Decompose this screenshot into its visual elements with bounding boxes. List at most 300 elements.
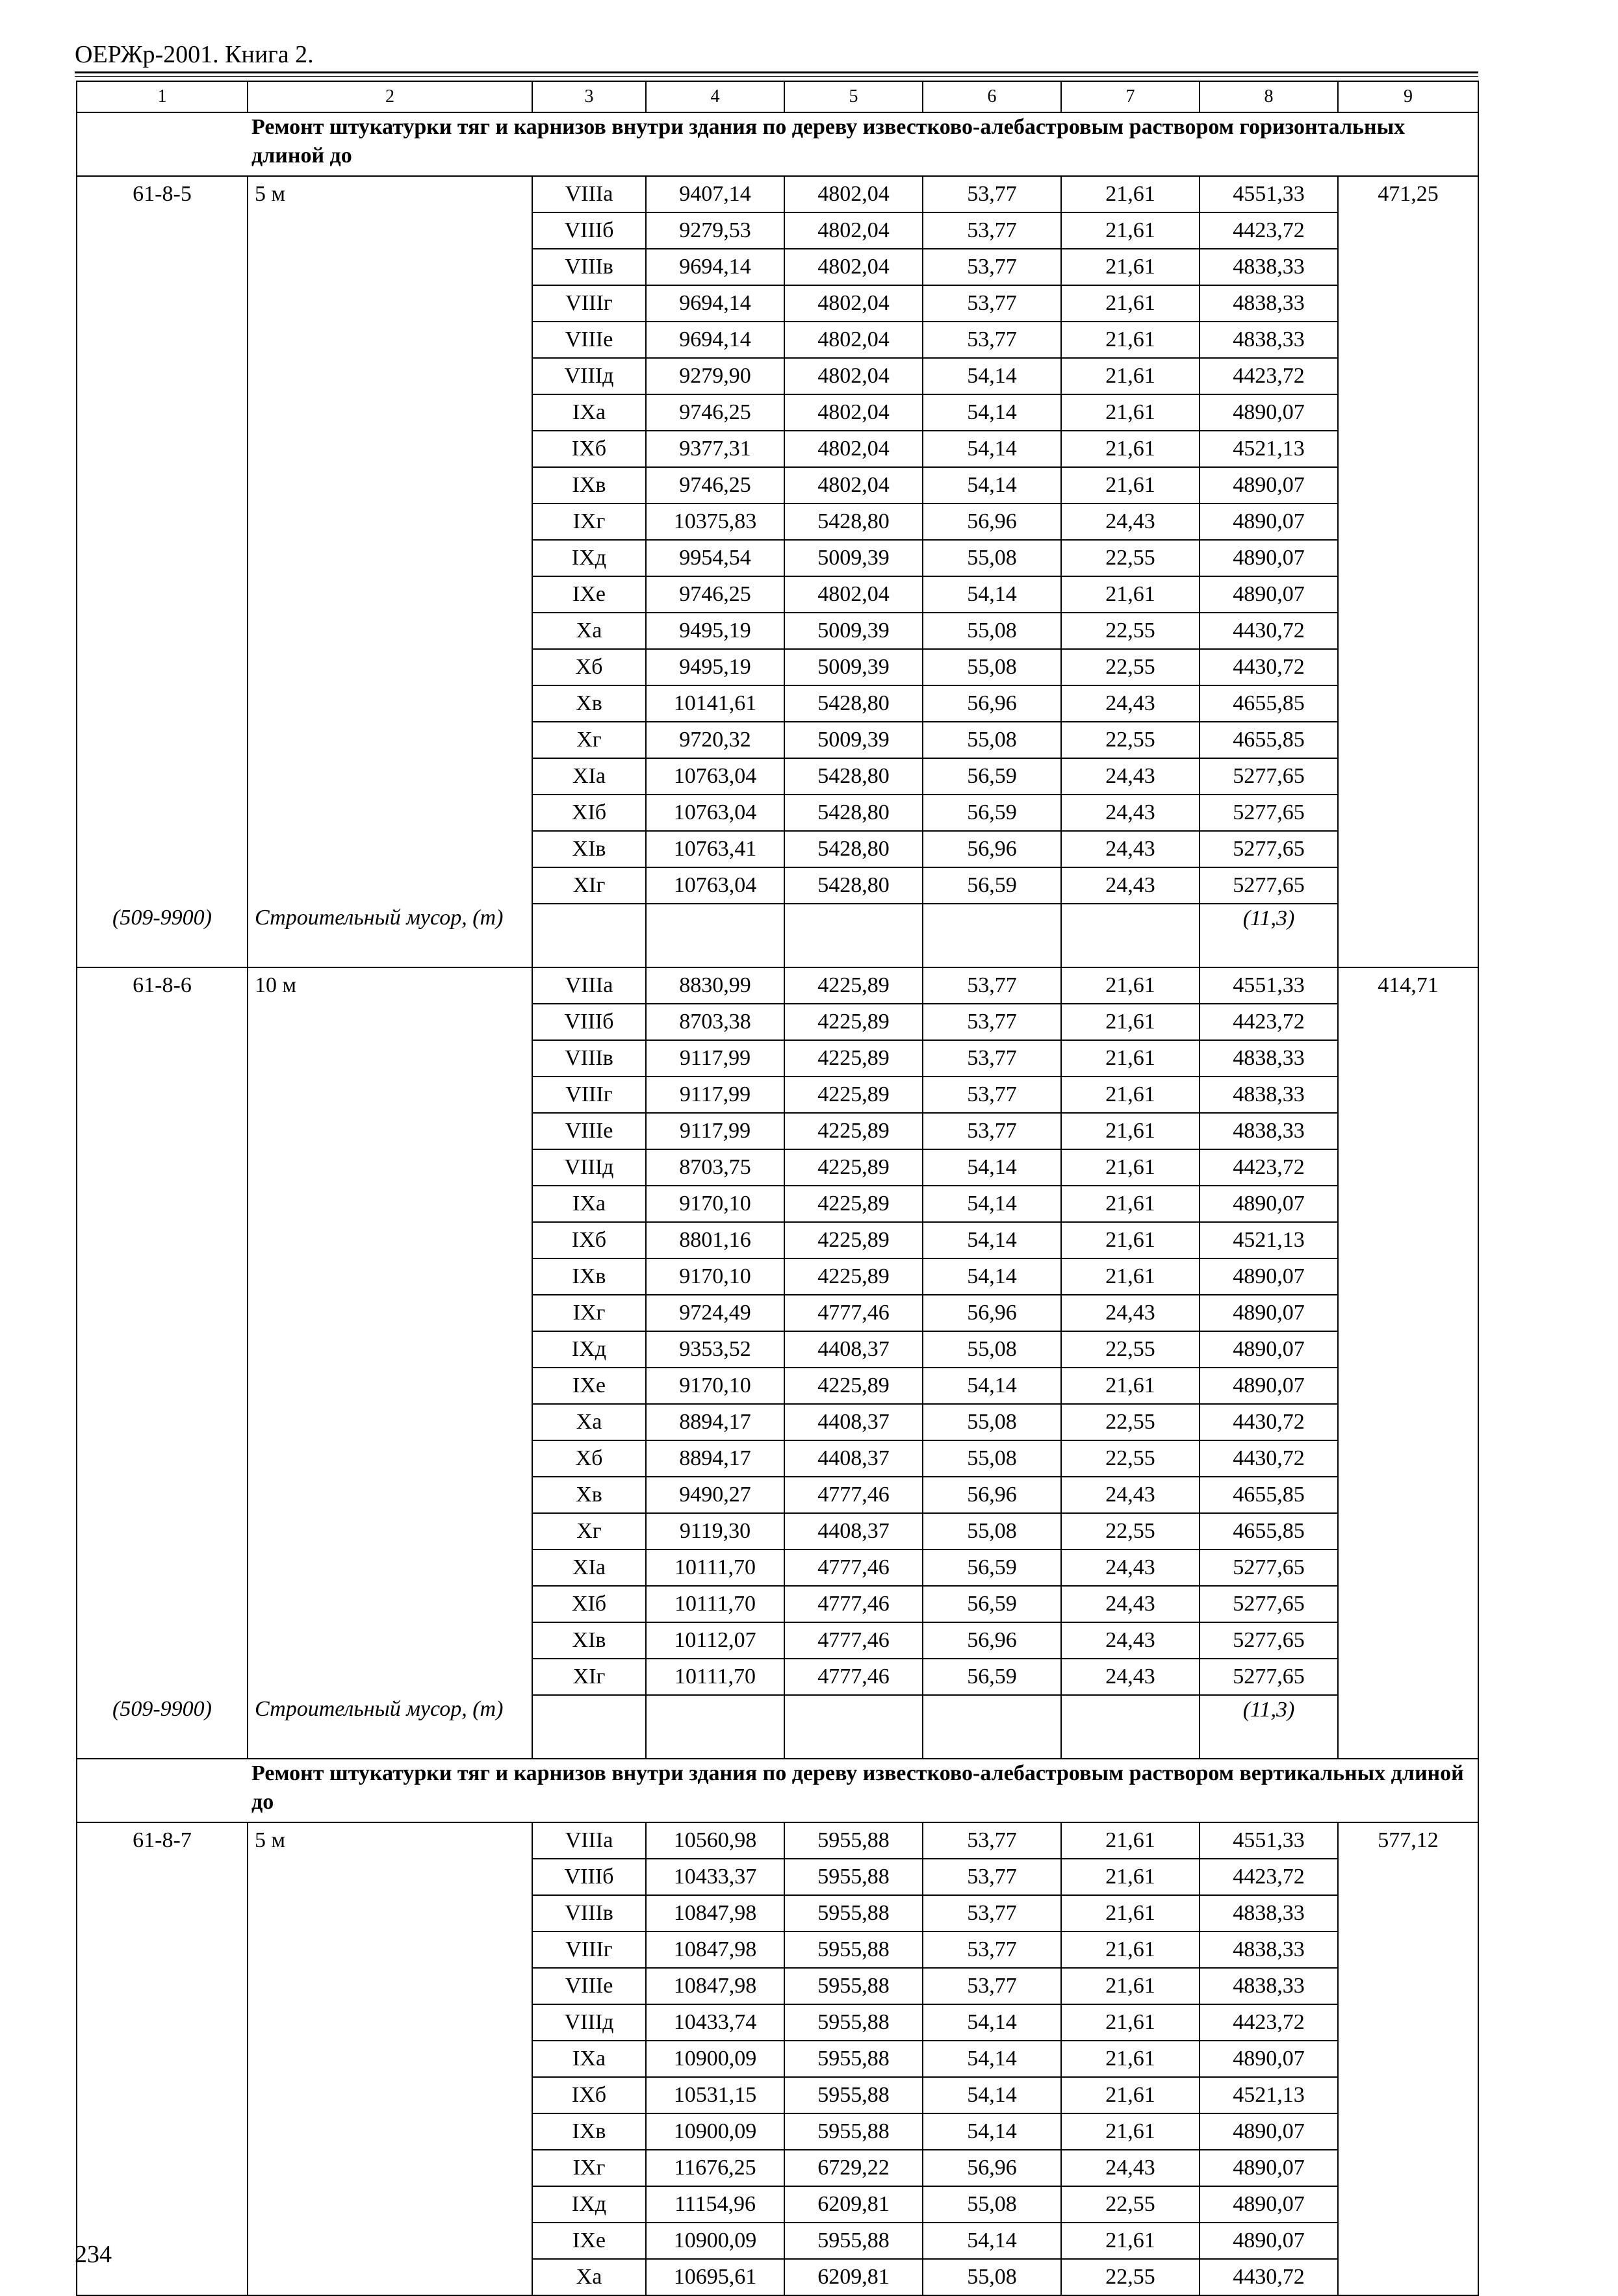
item-name [248,358,532,394]
value-cell: 5955,88 [784,1968,923,2004]
zone-code: IXд [532,540,646,576]
column-number-row [77,81,1478,112]
value-cell: 53,77 [923,285,1061,322]
value-cell: 5277,65 [1200,795,1338,831]
value-cell: 4838,33 [1200,1040,1338,1077]
item-code [77,1895,248,1932]
value-cell: 55,08 [923,540,1061,576]
table-row [77,649,1478,685]
value-cell: 54,14 [923,2223,1061,2259]
value-cell: 10531,15 [646,2077,784,2113]
col9-value [1338,1622,1478,1659]
value-cell: 56,96 [923,1622,1061,1659]
col9-value [1338,831,1478,867]
value-cell: 22,55 [1061,2259,1200,2295]
value-cell: 5428,80 [784,504,923,540]
zone-code: VIIIг [532,285,646,322]
table-row [77,2113,1478,2150]
value-cell: 4890,07 [1200,2223,1338,2259]
value-cell: 4430,72 [1200,613,1338,649]
page-number: 234 [75,2241,112,2268]
item-code [77,212,248,249]
zone-code: VIIIг [532,1077,646,1113]
item-code [77,504,248,540]
value-cell: 21,61 [1061,1149,1200,1186]
col9-value [1338,1404,1478,1440]
table-row [77,867,1478,904]
item-name [248,1477,532,1513]
item-code [77,576,248,613]
column-number: 3 [532,81,646,112]
table-row [77,1258,1478,1295]
value-cell: 5277,65 [1200,758,1338,795]
value-cell: 4802,04 [784,467,923,504]
value-cell: 8894,17 [646,1440,784,1477]
value-cell: 4655,85 [1200,685,1338,722]
value-cell: 54,14 [923,2041,1061,2077]
value-cell: 21,61 [1061,1968,1200,2004]
item-name: 5 м [248,1822,532,1859]
value-cell: 53,77 [923,1004,1061,1040]
col9-value [1338,2223,1478,2259]
value-cell: 10900,09 [646,2223,784,2259]
value-cell: 10847,98 [646,1968,784,2004]
item-name [248,649,532,685]
header-rule-thin [75,76,1478,77]
item-name [248,394,532,431]
item-name [248,212,532,249]
value-cell: 9117,99 [646,1077,784,1113]
value-cell: 55,08 [923,2186,1061,2223]
col9-value [1338,431,1478,467]
table-row [77,1004,1478,1040]
item-code: 61-8-6 [77,967,248,1004]
value-cell: 56,96 [923,1477,1061,1513]
value-cell: 10141,61 [646,685,784,722]
value-cell: 24,43 [1061,1659,1200,1695]
section-title-row [77,112,1478,176]
value-cell: 4838,33 [1200,1895,1338,1932]
value-cell: 55,08 [923,613,1061,649]
value-cell: 21,61 [1061,431,1200,467]
col9-value [1338,649,1478,685]
item-code [77,1258,248,1295]
item-code [77,1440,248,1477]
item-code [77,1586,248,1622]
table-row [77,2004,1478,2041]
zone-code: Xб [532,1440,646,1477]
item-name [248,2041,532,2077]
value-cell: 53,77 [923,212,1061,249]
table-row [77,212,1478,249]
table-row [77,1222,1478,1258]
value-cell: 54,14 [923,467,1061,504]
value-cell: 10847,98 [646,1932,784,1968]
table-row [77,1513,1478,1550]
zone-code: IXб [532,2077,646,2113]
value-cell: 5277,65 [1200,1622,1338,1659]
zone-code: IXа [532,394,646,431]
col9-value [1338,1222,1478,1258]
value-cell: 4423,72 [1200,1859,1338,1895]
value-cell: 21,61 [1061,2004,1200,2041]
value-cell: 21,61 [1061,1822,1200,1859]
value-cell: 4802,04 [784,322,923,358]
item-code [77,685,248,722]
value-cell: 4838,33 [1200,1932,1338,1968]
value-cell: 24,43 [1061,1586,1200,1622]
value-cell: 5277,65 [1200,1586,1338,1622]
value-cell: 4890,07 [1200,1186,1338,1222]
value-cell: 54,14 [923,431,1061,467]
item-name [248,576,532,613]
item-name [248,1368,532,1404]
value-cell: 53,77 [923,1859,1061,1895]
item-code [77,322,248,358]
item-code [77,613,248,649]
col9-value [1338,2041,1478,2077]
value-cell: 10375,83 [646,504,784,540]
col9-value [1338,249,1478,285]
trash-row [77,904,1478,967]
value-cell: 10763,04 [646,795,784,831]
value-cell: 8894,17 [646,1404,784,1440]
zone-code: VIIIа [532,176,646,212]
trash-row [77,1695,1478,1759]
table-row [77,358,1478,394]
value-cell: 8703,38 [646,1004,784,1040]
col9-value [1338,1859,1478,1895]
zone-code: XIб [532,795,646,831]
item-name [248,2223,532,2259]
trash-code: (509-9900) [77,1695,248,1759]
value-cell: 53,77 [923,1822,1061,1859]
col9-value [1338,1040,1478,1077]
value-cell: 4551,33 [1200,967,1338,1004]
value-cell: 24,43 [1061,2150,1200,2186]
value-cell: 5955,88 [784,2041,923,2077]
value-cell: 5428,80 [784,831,923,867]
table-row [77,322,1478,358]
item-code [77,1659,248,1695]
item-code [77,1968,248,2004]
column-number: 7 [1061,81,1200,112]
column-number: 5 [784,81,923,112]
col9-value: 414,71 [1338,967,1478,1004]
table-row [77,1077,1478,1113]
value-cell: 4225,89 [784,1113,923,1149]
value-cell: 24,43 [1061,1295,1200,1331]
value-cell: 4408,37 [784,1513,923,1550]
value-cell: 21,61 [1061,176,1200,212]
item-name [248,1550,532,1586]
value-cell: 9746,25 [646,467,784,504]
item-code [77,649,248,685]
value-cell: 9407,14 [646,176,784,212]
item-code [77,249,248,285]
table-row [77,504,1478,540]
value-cell: 10111,70 [646,1550,784,1586]
item-name [248,831,532,867]
value-cell: 4890,07 [1200,1295,1338,1331]
item-code [77,431,248,467]
value-cell: 11676,25 [646,2150,784,2186]
value-cell: 54,14 [923,1258,1061,1295]
value-cell: 5955,88 [784,1859,923,1895]
item-name [248,504,532,540]
zone-code: IXв [532,2113,646,2150]
value-cell: 56,96 [923,504,1061,540]
item-code [77,1186,248,1222]
col9-value [1338,322,1478,358]
value-cell: 10433,74 [646,2004,784,2041]
col9-value [1338,1513,1478,1550]
value-cell: 24,43 [1061,758,1200,795]
value-cell: 4890,07 [1200,2186,1338,2223]
value-cell: 4551,33 [1200,176,1338,212]
item-name [248,1586,532,1622]
value-cell: 22,55 [1061,722,1200,758]
item-name [248,795,532,831]
zone-code: Xа [532,1404,646,1440]
item-name [248,467,532,504]
value-cell: 54,14 [923,394,1061,431]
price-table [76,81,1479,2296]
col9-value [1338,394,1478,431]
item-code [77,1859,248,1895]
item-name [248,2150,532,2186]
section-title: Ремонт штукатурки тяг и карнизов внутри здания по дереву известково-алебастровым раствором горизонтальных длиной до [77,112,1478,176]
item-code [77,2113,248,2150]
item-code [77,1477,248,1513]
empty-cell [646,904,784,967]
value-cell: 4423,72 [1200,212,1338,249]
value-cell: 53,77 [923,1895,1061,1932]
value-cell: 21,61 [1061,1222,1200,1258]
value-cell: 4777,46 [784,1622,923,1659]
value-cell: 21,61 [1061,1859,1200,1895]
table-row [77,1440,1478,1477]
value-cell: 4225,89 [784,967,923,1004]
table-row [77,2150,1478,2186]
zone-code: IXе [532,576,646,613]
table-row [77,685,1478,722]
header-rule [75,71,1478,73]
value-cell: 4838,33 [1200,285,1338,322]
value-cell: 22,55 [1061,649,1200,685]
value-cell: 9694,14 [646,322,784,358]
value-cell: 5955,88 [784,1895,923,1932]
value-cell: 56,59 [923,1659,1061,1695]
zone-code: IXб [532,1222,646,1258]
zone-code: XIа [532,758,646,795]
value-cell: 4890,07 [1200,540,1338,576]
trash-value: (11,3) [1200,904,1338,967]
empty-cell [1338,904,1478,967]
item-code [77,358,248,394]
value-cell: 21,61 [1061,1077,1200,1113]
value-cell: 53,77 [923,1932,1061,1968]
col9-value [1338,1331,1478,1368]
col9-value [1338,2259,1478,2295]
value-cell: 24,43 [1061,795,1200,831]
item-name [248,249,532,285]
zone-code: IXа [532,1186,646,1222]
value-cell: 10560,98 [646,1822,784,1859]
value-cell: 24,43 [1061,685,1200,722]
value-cell: 53,77 [923,322,1061,358]
value-cell: 9746,25 [646,394,784,431]
value-cell: 55,08 [923,649,1061,685]
value-cell: 56,96 [923,1295,1061,1331]
zone-code: VIIIв [532,1895,646,1932]
table-row [77,1622,1478,1659]
value-cell: 4777,46 [784,1586,923,1622]
col9-value [1338,1586,1478,1622]
value-cell: 4521,13 [1200,1222,1338,1258]
item-code [77,394,248,431]
item-code [77,1550,248,1586]
table-row [77,1186,1478,1222]
value-cell: 5955,88 [784,2223,923,2259]
item-code [77,758,248,795]
value-cell: 5428,80 [784,758,923,795]
value-cell: 24,43 [1061,867,1200,904]
value-cell: 21,61 [1061,1004,1200,1040]
table-row [77,758,1478,795]
value-cell: 4408,37 [784,1440,923,1477]
value-cell: 53,77 [923,1113,1061,1149]
col9-value [1338,1968,1478,2004]
item-name [248,2186,532,2223]
value-cell: 55,08 [923,1331,1061,1368]
table-row [77,1659,1478,1695]
value-cell: 53,77 [923,967,1061,1004]
value-cell: 4225,89 [784,1222,923,1258]
col9-value [1338,358,1478,394]
value-cell: 21,61 [1061,1895,1200,1932]
value-cell: 22,55 [1061,613,1200,649]
value-cell: 9495,19 [646,613,784,649]
value-cell: 4225,89 [784,1186,923,1222]
value-cell: 56,59 [923,758,1061,795]
value-cell: 5955,88 [784,2004,923,2041]
item-name [248,1968,532,2004]
trash-name: Строительный мусор, (т) [248,1695,532,1759]
table-row [77,795,1478,831]
value-cell: 5955,88 [784,2077,923,2113]
table-row [77,2077,1478,2113]
col9-value [1338,1258,1478,1295]
value-cell: 4521,13 [1200,2077,1338,2113]
value-cell: 56,59 [923,1550,1061,1586]
value-cell: 22,55 [1061,1440,1200,1477]
value-cell: 24,43 [1061,831,1200,867]
zone-code: Xг [532,722,646,758]
value-cell: 54,14 [923,358,1061,394]
value-cell: 4838,33 [1200,1968,1338,2004]
value-cell: 4225,89 [784,1040,923,1077]
col9-value [1338,1550,1478,1586]
value-cell: 22,55 [1061,1513,1200,1550]
value-cell: 4423,72 [1200,2004,1338,2041]
value-cell: 4408,37 [784,1404,923,1440]
value-cell: 4838,33 [1200,249,1338,285]
value-cell: 55,08 [923,1440,1061,1477]
value-cell: 4655,85 [1200,1513,1338,1550]
page-header: ОЕРЖр-2001. Книга 2. [75,41,314,68]
value-cell: 4802,04 [784,176,923,212]
col9-value [1338,504,1478,540]
value-cell: 54,14 [923,2113,1061,2150]
table-row [77,1932,1478,1968]
value-cell: 9694,14 [646,249,784,285]
zone-code: VIIIв [532,249,646,285]
value-cell: 4890,07 [1200,576,1338,613]
value-cell: 5428,80 [784,685,923,722]
zone-code: VIIIб [532,1859,646,1895]
value-cell: 56,59 [923,867,1061,904]
value-cell: 4838,33 [1200,1077,1338,1113]
table-row [77,967,1478,1004]
value-cell: 4802,04 [784,285,923,322]
value-cell: 10111,70 [646,1659,784,1695]
value-cell: 6209,81 [784,2186,923,2223]
zone-code: VIIIб [532,1004,646,1040]
value-cell: 21,61 [1061,1932,1200,1968]
value-cell: 9694,14 [646,285,784,322]
table-row [77,1968,1478,2004]
value-cell: 4838,33 [1200,1113,1338,1149]
table-row [77,2186,1478,2223]
value-cell: 21,61 [1061,322,1200,358]
item-code [77,1932,248,1968]
col9-value [1338,1113,1478,1149]
table-row [77,576,1478,613]
col9-value [1338,1477,1478,1513]
item-code [77,1622,248,1659]
value-cell: 24,43 [1061,1550,1200,1586]
value-cell: 5009,39 [784,540,923,576]
value-cell: 5955,88 [784,1932,923,1968]
value-cell: 21,61 [1061,358,1200,394]
zone-code: XIа [532,1550,646,1586]
col9-value [1338,1149,1478,1186]
value-cell: 4423,72 [1200,1004,1338,1040]
item-name [248,1404,532,1440]
value-cell: 4430,72 [1200,1404,1338,1440]
value-cell: 56,96 [923,2150,1061,2186]
item-name [248,722,532,758]
value-cell: 10763,04 [646,758,784,795]
value-cell: 56,59 [923,1586,1061,1622]
item-name [248,2077,532,2113]
col9-value [1338,2150,1478,2186]
item-name: 5 м [248,176,532,212]
col9-value [1338,2186,1478,2223]
table-row [77,1295,1478,1331]
value-cell: 5009,39 [784,649,923,685]
zone-code: XIв [532,1622,646,1659]
zone-code: VIIIе [532,1968,646,2004]
value-cell: 9746,25 [646,576,784,613]
value-cell: 5009,39 [784,722,923,758]
zone-code: VIIIг [532,1932,646,1968]
item-code [77,1222,248,1258]
value-cell: 4430,72 [1200,649,1338,685]
value-cell: 21,61 [1061,2113,1200,2150]
value-cell: 5277,65 [1200,831,1338,867]
